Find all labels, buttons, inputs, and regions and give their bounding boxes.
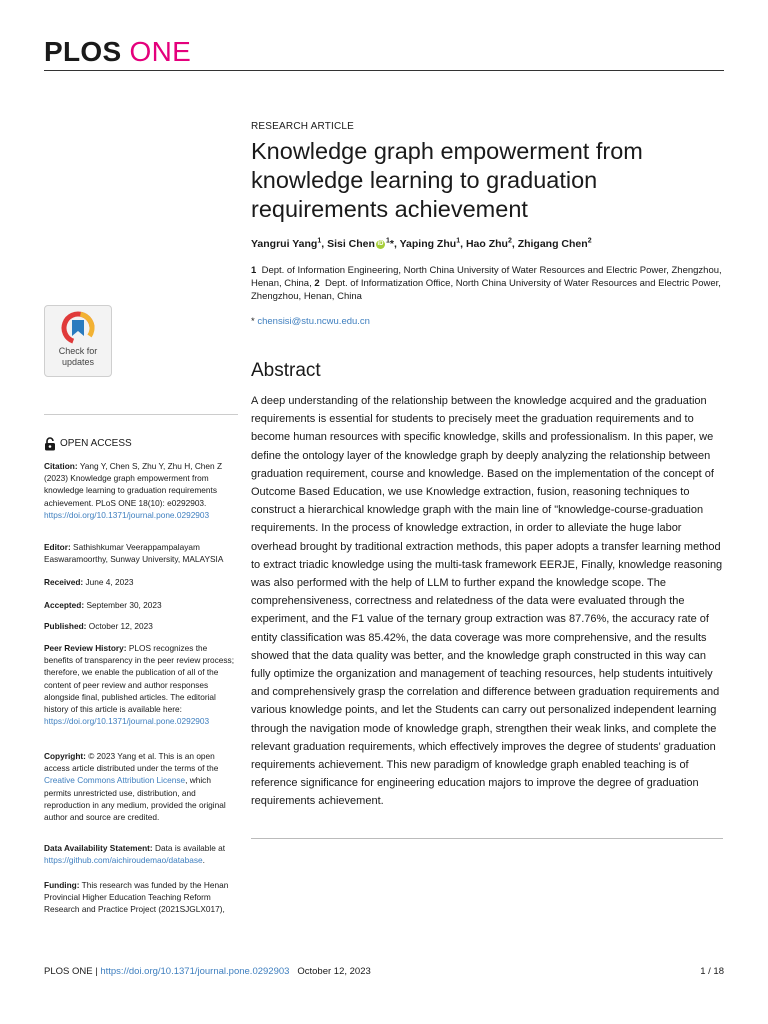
page-number: 1 / 18	[700, 966, 724, 977]
received-label: Received:	[44, 577, 84, 587]
received-date: June 4, 2023	[85, 577, 134, 587]
published-block	[44, 620, 238, 632]
footer-left	[44, 966, 371, 977]
peer-review-link[interactable]: https://doi.org/10.1371/journal.pone.0292903	[44, 716, 210, 727]
affiliations	[251, 264, 723, 303]
email-link[interactable]: chensisi@stu.ncwu.edu.cn	[257, 316, 370, 327]
check-updates-line1: Check for	[58, 346, 98, 356]
journal-logo	[44, 36, 191, 68]
funding-label: Funding:	[44, 880, 80, 890]
open-access-label	[44, 437, 238, 451]
header-divider	[44, 70, 724, 71]
abstract-heading: Abstract	[251, 360, 321, 381]
funding-text: This research was funded by the Henan Provincial Higher Education Teaching Reform Research and Practice Project (2021SJGLX017),	[44, 880, 229, 915]
accepted-block	[44, 599, 238, 611]
open-lock-icon	[44, 437, 56, 451]
sidebar-divider	[44, 414, 238, 415]
author-name[interactable]: Hao Zhu	[465, 238, 508, 250]
logo-plos: PLOS	[44, 36, 122, 67]
data-availability-end: .	[202, 855, 205, 866]
license-link[interactable]: Creative Commons Attribution License	[44, 775, 186, 786]
abstract-text: A deep understanding of the relationship between the knowledge acquired and the graduation requirements is essential for students to precisely meet the graduation requirements and to become human resources with specific knowledge, skills and professionalism. In this paper, we define the ontology layer of the knowledge graph by deeply analyzing the relationship between graduation requirement, course and knowledge. Based on the implementation of the concept of Outcome Based Education, we use Knowledge extraction, fusion, reasoning techniques to construct a hierarchical knowledge graph with the main line of "knowledge-course-graduation requirements. In the process of knowledge extraction, in order to alleviate the huge labor overhead brought by traditional extraction methods, this paper adopts a transfer learning method to extract triadic knowledge using the multi-task framework EERJE, Finally, knowledge reasoning was also performed with the help of LLM to further expand the knowledge scope. The comprehensiveness, correctness and relatedness of the data were evaluated through the experiment, and the F1 value of the ternary group extraction was 87.76%, the accuracy rate of entity classification was 85.42%, the data coverage was more comprehensive, and the results showed that the data quality was better, and the knowledge graph constructed in this way can fully optimize the organization and management of teaching resources, help students intuitively and comprehensively grasp the correlation and difference between graduation requirements and various knowledge points, and let the Students can carry out personalized independent learning through the navigation mode of knowledge graph, strengthen their weak links, and complete the relevant graduation requirements, which effectively improves the degree of students' graduation requirements achievement. This new paradigm of knowledge graph enabled teaching is of reference significance for engineering education majors to improve the degree of graduation requirements achievement.	[251, 395, 723, 808]
editor-block	[44, 541, 238, 565]
peer-review-text: PLOS recognizes the benefits of transparency in the peer review process; therefore, we enable the publication of all of the content of peer review and author responses alongside final, published articles. The editorial history of this article is available here:	[44, 643, 235, 715]
logo-one: ONE	[129, 36, 192, 67]
corresponding-mark: *	[389, 238, 394, 250]
abstract-divider	[251, 838, 723, 839]
copyright-text-end: , which permits unrestricted use, distribution, and reproduction in any medium, provided the original author and source are credited.	[44, 775, 226, 823]
citation-label: Citation:	[44, 461, 78, 471]
affil-number: 1	[251, 265, 257, 276]
funding-block	[44, 879, 238, 916]
citation-doi-link[interactable]: https://doi.org/10.1371/journal.pone.0292903	[44, 509, 210, 520]
citation-block	[44, 460, 238, 521]
peer-review-block	[44, 642, 238, 727]
citation-text: Yang Y, Chen S, Zhu Y, Zhu H, Chen Z (2023) Knowledge graph empowerment from knowledge learning to graduation requirements achievement. PLoS ONE 18(10): e0292903.	[44, 461, 223, 508]
open-access-text: OPEN ACCESS	[60, 437, 132, 449]
affil-text: Dept. of Information Engineering, North China University of Water Resources and Electric Power, Zhengzhou, Henan, China,	[251, 265, 722, 289]
editor-text: Sathishkumar Veerappampalayam Easwaramoorthy, Sunway University, MALAYSIA	[44, 542, 224, 565]
corresponding-mark: *	[251, 316, 255, 327]
data-availability-block	[44, 842, 238, 866]
affil-text: Dept. of Informatization Office, North China University of Water Resources and Electric Power, Zhengzhou, Henan, China	[251, 278, 721, 302]
check-for-updates-button[interactable]	[44, 305, 112, 377]
peer-review-label: Peer Review History:	[44, 643, 127, 653]
footer-doi-link[interactable]: https://doi.org/10.1371/journal.pone.0292903	[100, 966, 290, 977]
published-label: Published:	[44, 621, 87, 631]
data-repository-link[interactable]: https://github.com/aichiroudemao/database	[44, 855, 203, 866]
author-name[interactable]: Yangrui Yang	[251, 238, 318, 250]
received-block	[44, 576, 238, 588]
author-name[interactable]: Zhigang Chen	[517, 238, 588, 250]
affil-number: 2	[314, 278, 320, 289]
author-name[interactable]: Yaping Zhu	[399, 238, 457, 250]
copyright-text: © 2023 Yang et al. This is an open access article distributed under the terms of the	[44, 751, 219, 774]
editor-label: Editor:	[44, 542, 71, 552]
footer-date: October 12, 2023	[297, 966, 371, 977]
orcid-icon[interactable]: iD	[377, 240, 384, 247]
page-footer	[44, 966, 724, 977]
footer-journal: PLOS ONE	[44, 966, 93, 977]
copyright-label: Copyright:	[44, 751, 86, 761]
author-name[interactable]: Sisi Chen	[327, 238, 375, 250]
author-affil-sup: 1	[317, 237, 322, 245]
published-date: October 12, 2023	[88, 621, 153, 631]
bookmark-ring-icon	[61, 311, 95, 345]
data-availability-label: Data Availability Statement:	[44, 843, 153, 853]
correspondence	[251, 316, 723, 327]
accepted-date: September 30, 2023	[86, 600, 162, 610]
article-title: Knowledge graph empowerment from knowledge learning to graduation requirements achievement	[251, 138, 643, 222]
author-affil-sup: 1	[385, 237, 390, 245]
author-affil-sup: 1	[456, 237, 461, 245]
author-list: Yangrui Yang$^1$, Sisi Chen iD $^1$*, Yaping Zhu$^1$, Hao Zhu$^2$, Zhigang Chen$^2$	[251, 237, 592, 250]
footer-separator: |	[95, 966, 98, 977]
article-type: RESEARCH ARTICLE	[251, 121, 355, 132]
copyright-block	[44, 750, 238, 823]
accepted-label: Accepted:	[44, 600, 85, 610]
data-availability-text: Data is available at	[154, 843, 226, 853]
author-affil-sup: 2	[507, 237, 512, 245]
author-affil-sup: 2	[587, 237, 592, 245]
check-updates-line2: updates	[61, 357, 95, 367]
